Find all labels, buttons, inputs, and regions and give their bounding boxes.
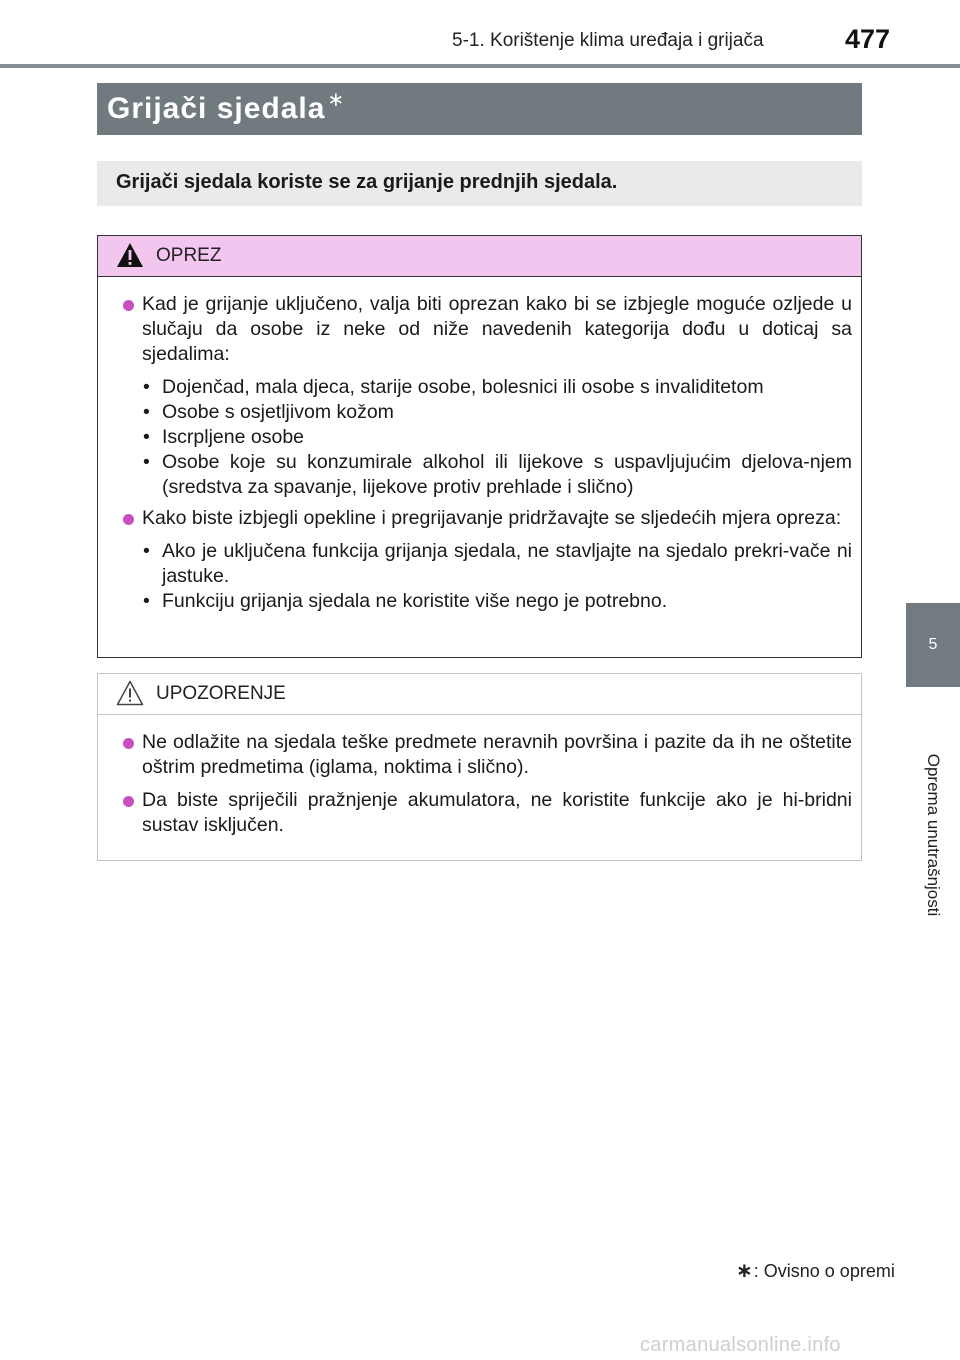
caution-body: [98, 277, 861, 614]
section-title: Grijači sjedala: [107, 92, 326, 125]
page-number: 477: [845, 24, 891, 54]
header-rule: [0, 64, 960, 68]
footnote: [736, 1258, 895, 1283]
chapter-tab: [906, 603, 960, 687]
caution-sublist: [120, 539, 852, 614]
notice-box: [97, 673, 862, 861]
caution-subitem: • Osobe koje su konzumirale alkohol ili lijekove s uspavljujućim djelova-njem (sredstva za spavanje, lijekove protiv prehlade i slično): [142, 450, 852, 500]
footnote-text: : Ovisno o opremi: [753, 1261, 895, 1281]
notice-body: [98, 715, 861, 838]
caution-header: [98, 236, 861, 277]
optional-equipment-mark: ∗: [327, 89, 345, 111]
chapter-tab-number: 5: [928, 636, 938, 653]
caution-sublist: [120, 375, 852, 500]
chapter-side-label-text: Oprema unutrašnjosti: [924, 753, 943, 917]
caution-label: OPREZ: [156, 245, 222, 266]
footnote-mark: ∗: [736, 1260, 753, 1282]
notice-item: Ne odlažite na sjedala teške predmete neravnih površina i pazite da ih ne oštetite oštrim predmetima (iglama, noktima i slično).: [120, 730, 852, 780]
caution-subitem: • Funkciju grijanja sjedala ne koristite više nego je potrebno.: [142, 589, 852, 614]
caution-subitem: • Dojenčad, mala djeca, starije osobe, bolesnici ili osobe s invaliditetom: [142, 375, 852, 400]
caution-subitem: • Iscrpljene osobe: [142, 425, 852, 450]
intro-box: [97, 161, 862, 206]
section-title-bar: [97, 83, 862, 135]
intro-text: Grijači sjedala koriste se za grijanje prednjih sjedala.: [116, 171, 618, 193]
chapter-title: 5-1. Korištenje klima uređaja i grijača: [452, 30, 764, 51]
notice-triangle-icon: [116, 680, 144, 706]
notice-header: [98, 674, 861, 715]
caution-box: [97, 235, 862, 658]
caution-item: Kad je grijanje uključeno, valja biti oprezan kako bi se izbjegle moguće ozljede u slučaju da osobe iz neke od niže navedenih kategorija dođu u doticaj sa sjedalima:: [120, 292, 852, 367]
caution-item: Kako biste izbjegli opekline i pregrijavanje pridržavajte se sljedećih mjera opreza:: [120, 506, 852, 531]
notice-label: UPOZORENJE: [156, 683, 286, 704]
notice-item: Da biste spriječili pražnjenje akumulatora, ne koristite funkcije ako je hi-bridni sustav isključen.: [120, 788, 852, 838]
caution-subitem: • Ako je uključena funkcija grijanja sjedala, ne stavljajte na sjedalo prekri-vače ni jastuke.: [142, 539, 852, 589]
warning-triangle-icon: [116, 242, 144, 268]
caution-subitem: • Osobe s osjetljivom kožom: [142, 400, 852, 425]
watermark: carmanualsonline.info: [640, 1334, 841, 1356]
